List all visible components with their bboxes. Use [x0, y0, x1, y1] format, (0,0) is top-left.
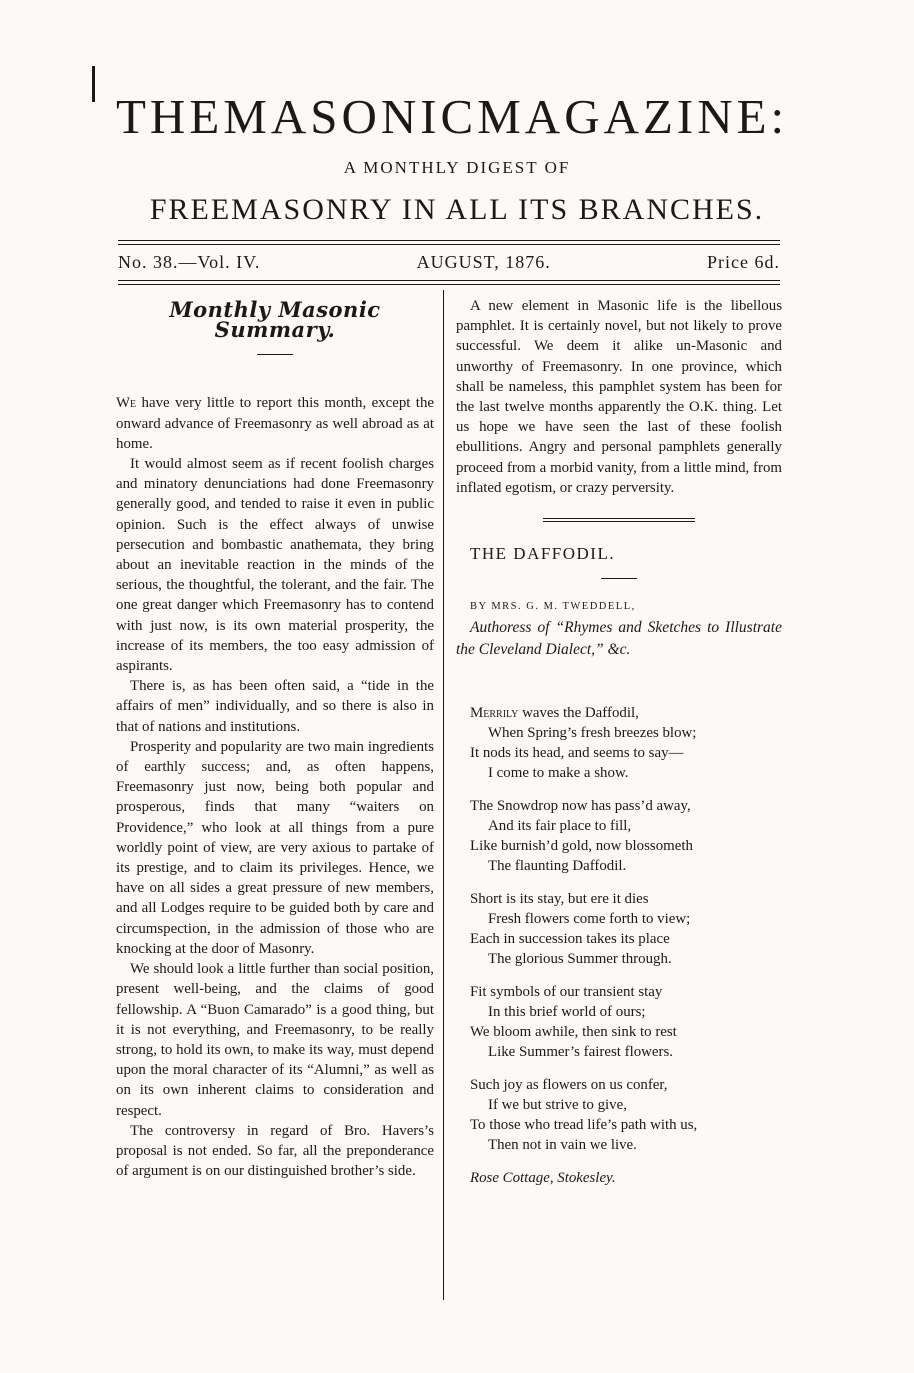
- poem-line: The glorious Summer through.: [488, 951, 672, 968]
- poem-line: And its fair place to fill,: [488, 818, 632, 835]
- summary-paragraph: There is, as has been often said, a “tide in the affairs of men” individually, and so there is also in that of nations and institutions.: [116, 678, 434, 735]
- header-rule: [118, 284, 780, 285]
- summary-paragraph: A new element in Masonic life is the libellous pamphlet. It is certainly novel, but not likely to prove successful. We deem it alike un-Masonic and unworthy of Freemasonry. In one province, which shall be nameless, this pamphlet system has been for the last twelve months apparently the O.K. thing. Let us hope we have seen the last of these foolish ebullitions. Angry and personal pamphlets generally proceed from a morbid vanity, from a little mind, from inflated egotism, or crazy perversity.: [456, 298, 782, 496]
- summary-paragraph: We have very little to report this month, except the onward advance of Freemasonry as well abroad as at home.: [116, 395, 434, 452]
- drop-word: We: [116, 395, 137, 412]
- margin-mark: [92, 66, 95, 102]
- summary-paragraph: It would almost seem as if recent foolish charges and minatory denunciations had done Freemasonry generally good, and tended to raise it even in public opinion. Such is the effect always of unwise persecution and bombastic anathemata, they bring about an inevitable reaction in the minds of the serious, the thoughtful, the tolerant, and the fair. The one great danger which Freemasonry has to contend with just now, is its own material prosperity, the increase of its members, the too easy admission of aspirants.: [116, 456, 434, 675]
- poem-line: The flaunting Daffodil.: [488, 858, 627, 875]
- right-column: [456, 296, 782, 1189]
- poem-line: Like burnish’d gold, now blossometh: [470, 838, 693, 855]
- summary-paragraph: Prosperity and popularity are two main ingredients of earthly success; and, as often happens, Freemasonry just now, being both popular and prosperous, finds that many “waiters on Providence,” who look at all things from a pure worldly point of view, are very axious to partake of its prestige, and to claim its privileges. Hence, we have on all sides a great pressure of new members, and all Lodges require to be guided both by care and circumspection, in the admission of those who are knocking at the door of Masonry.: [116, 738, 434, 957]
- issue-number: No. 38.—Vol. IV.: [118, 252, 261, 272]
- poem-authoress: Authoress of “Rhymes and Sketches to Illustrate the Cleveland Dialect,” &c.: [456, 619, 782, 659]
- poem-line: It nods its head, and seems to say—: [470, 745, 684, 762]
- summary-column: [116, 297, 434, 1181]
- title-word: MASONIC: [223, 89, 478, 144]
- poem-line: When Spring’s fresh breezes blow;: [488, 725, 697, 742]
- title-word: MAGAZINE:: [477, 89, 789, 144]
- header-rule: [118, 280, 780, 281]
- title-word: THE: [116, 89, 224, 144]
- poem-line: Short is its stay, but ere it dies: [470, 891, 649, 908]
- drop-word: Merrily: [470, 705, 519, 722]
- poem-line: We bloom awhile, then sink to rest: [470, 1024, 677, 1041]
- poem-line: Such joy as flowers on us confer,: [470, 1077, 668, 1094]
- poem-signature: Rose Cottage, Stokesley.: [470, 1170, 616, 1187]
- poem-line: Merrily waves the Daffodil,: [470, 705, 639, 722]
- poem-stanza: [456, 889, 782, 969]
- issue-date: AUGUST, 1876.: [416, 252, 551, 272]
- subtitle: A MONTHLY DIGEST OF: [343, 158, 571, 177]
- poem-line: Fresh flowers come forth to view;: [488, 911, 691, 928]
- poem-line: I come to make a show.: [488, 765, 629, 782]
- poem-stanza: [456, 982, 782, 1062]
- column-divider: [443, 290, 444, 1300]
- poem-stanza: [456, 703, 782, 783]
- summary-paragraph: We should look a little further than social position, present well-being, and the claims of good fellowship. A “Buon Camarado” is a good thing, but it is not everything, and Freemasonry, to be really strong, to hold its own, to make its way, must depend upon the moral character of its “Alumni,” as well as on its own inherent claims to consideration and respect.: [116, 961, 434, 1119]
- header-rule: [118, 244, 780, 245]
- issue-line: [118, 252, 780, 273]
- poem-line: Each in succession takes its place: [470, 931, 670, 948]
- header-rule: [118, 240, 780, 241]
- poem-stanza: [456, 1075, 782, 1155]
- poem-line: Like Summer’s fairest flowers.: [488, 1044, 673, 1061]
- poem-line: If we but strive to give,: [488, 1097, 627, 1114]
- poem-line: To those who tread life’s path with us,: [470, 1117, 698, 1134]
- heading-rule: [257, 354, 293, 355]
- poem-title-rule: [601, 578, 637, 579]
- poem-line: Fit symbols of our transient stay: [470, 984, 663, 1001]
- subtitle-branches: FREEMASONRY IN ALL ITS BRANCHES.: [149, 193, 765, 226]
- poem-line: The Snowdrop now has pass’d away,: [470, 798, 691, 815]
- poem-line: Then not in vain we live.: [488, 1137, 637, 1154]
- poem-title: THE DAFFODIL.: [470, 544, 616, 564]
- summary-paragraph: The controversy in regard of Bro. Havers’s proposal is not ended. So far, all the preponderance of argument is on our distinguished brother’s side.: [116, 1122, 434, 1180]
- poem-line: In this brief world of ours;: [488, 1004, 646, 1021]
- section-rule: [543, 518, 695, 522]
- poem-byline: BY MRS. G. M. TWEDDELL,: [470, 601, 636, 613]
- magazine-title: [116, 89, 789, 144]
- issue-price: Price 6d.: [707, 252, 780, 272]
- poem-stanza: [456, 796, 782, 876]
- summary-heading: Monthly Masonic Summary.: [169, 297, 381, 343]
